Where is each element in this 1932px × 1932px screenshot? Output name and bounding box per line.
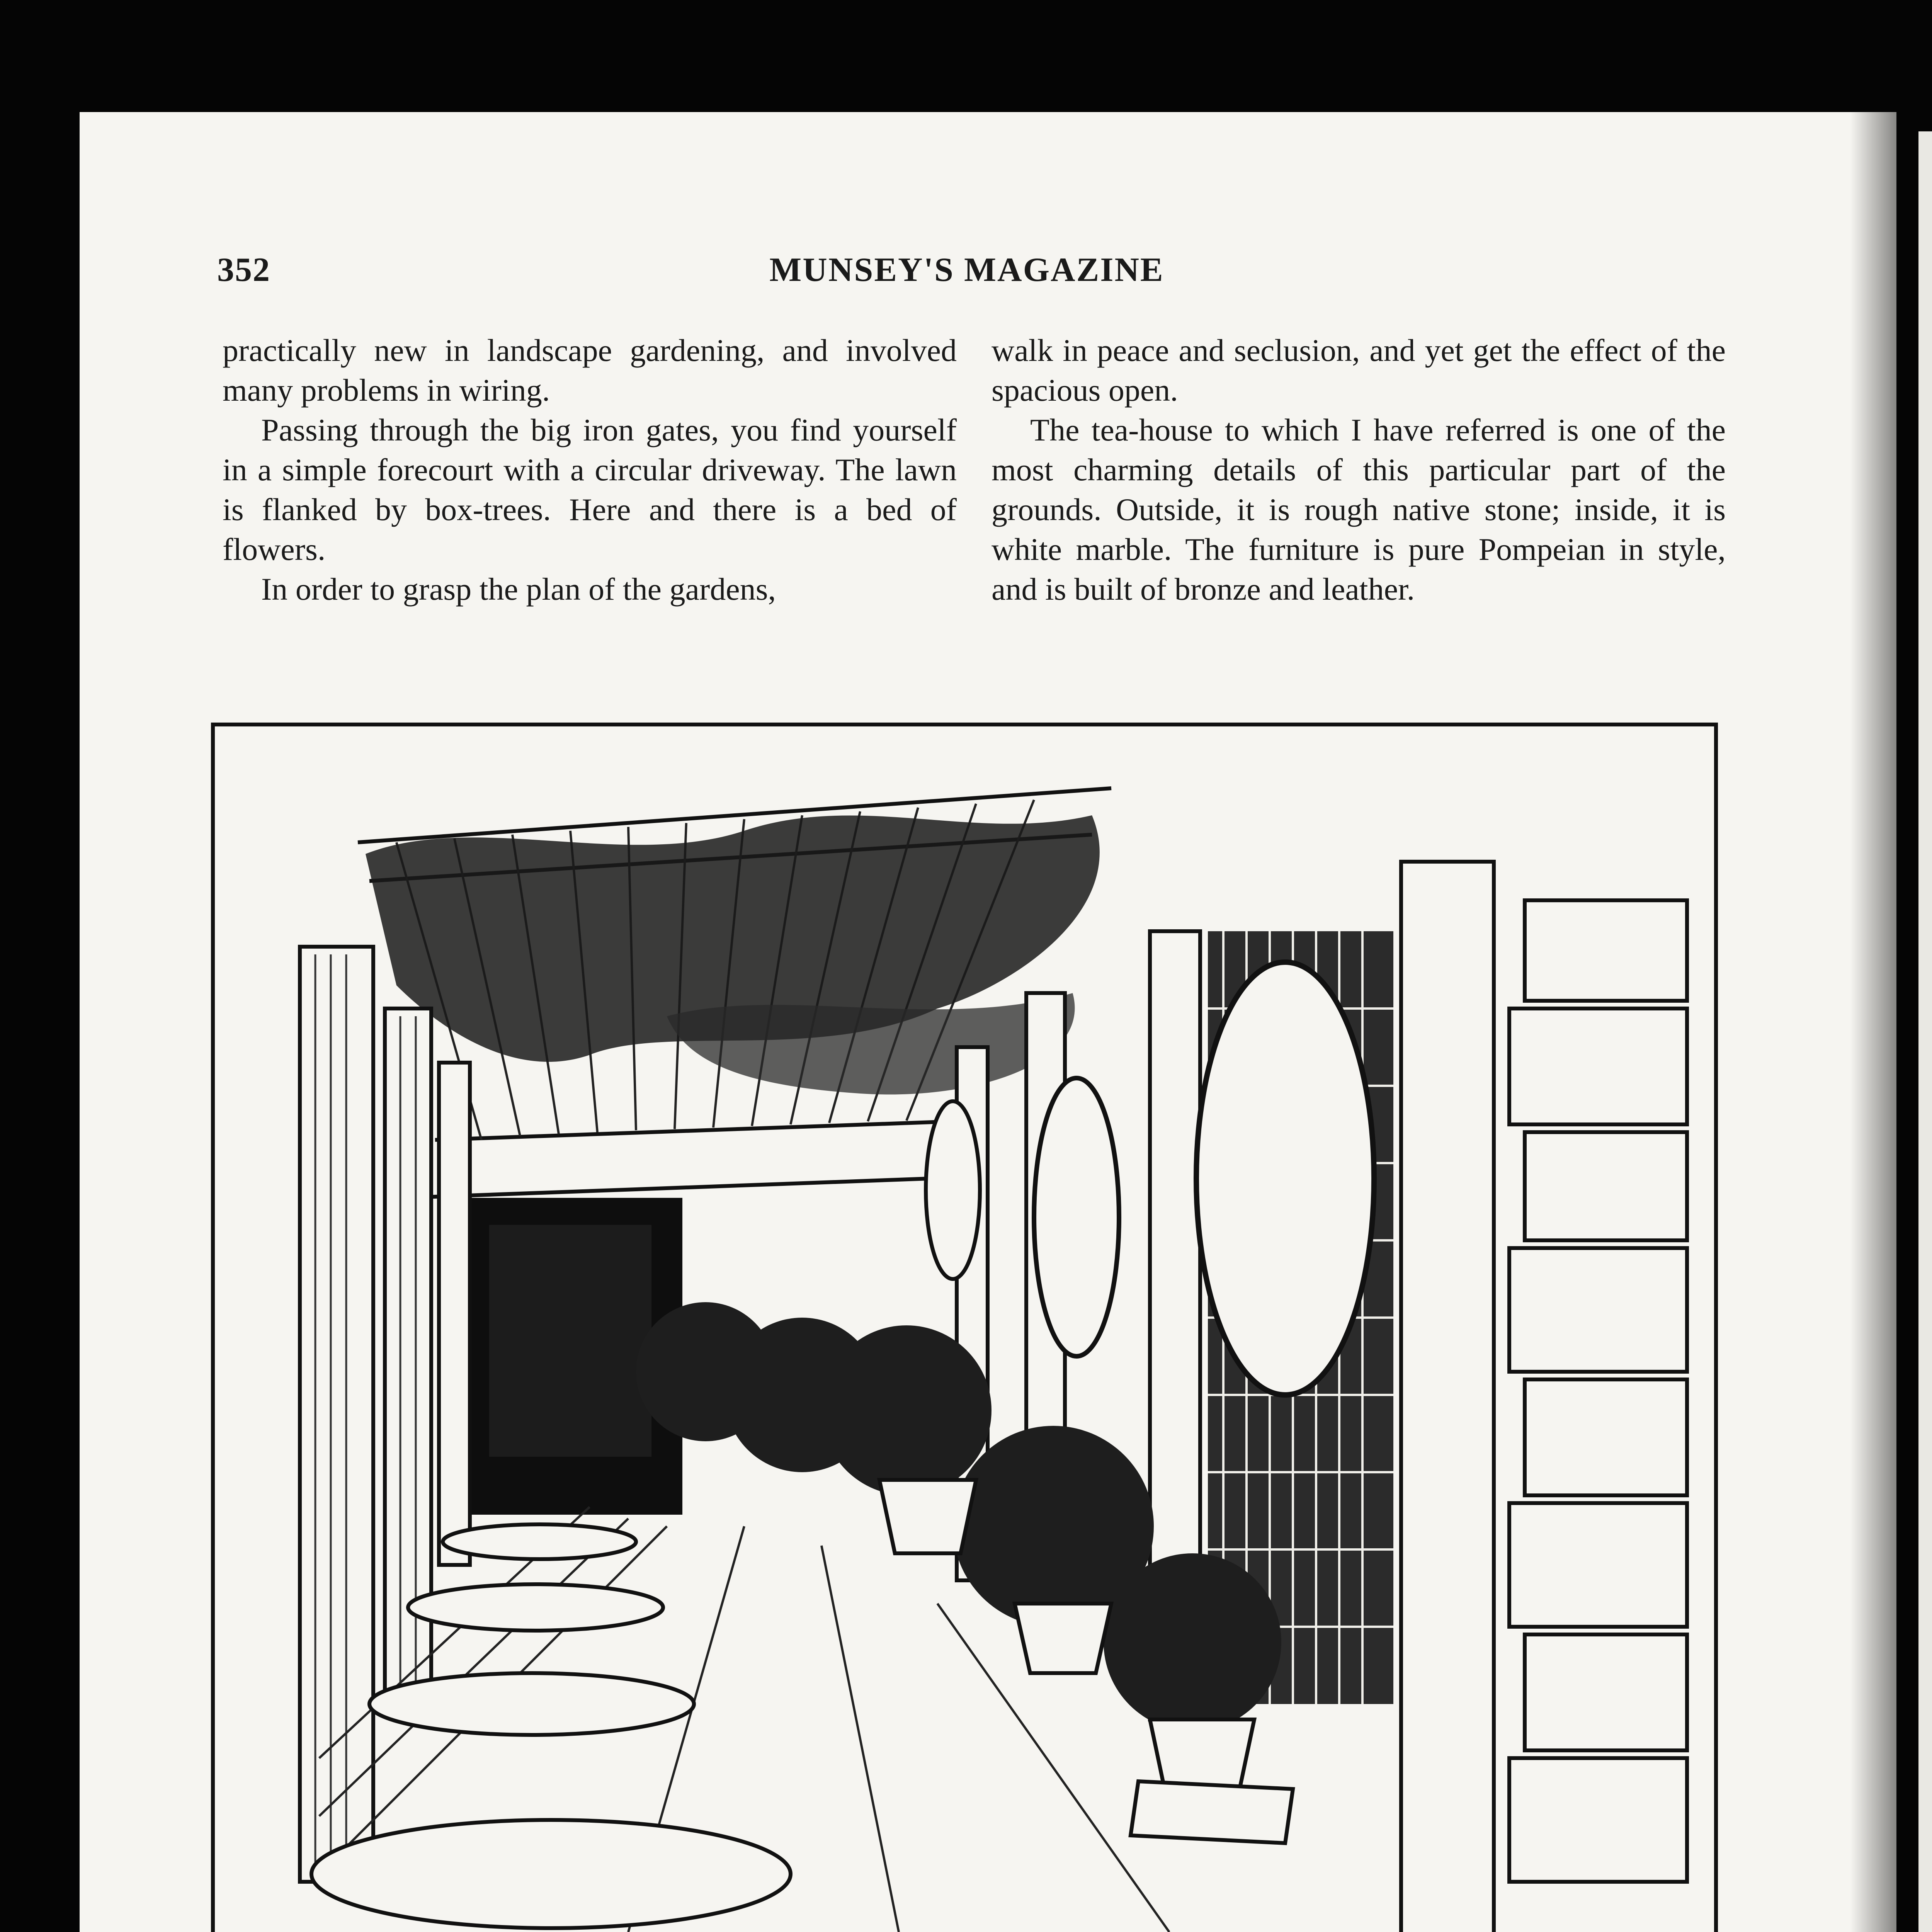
paragraph: Passing through the big iron gates, you find yourself in a simple forecourt with a circular driveway. The lawn is flanked by box-trees. Here and there is a bed of flowers. <box>223 412 957 567</box>
running-head: MUNSEY'S MAGAZINE <box>769 251 1164 289</box>
paragraph: practically new in landscape gardening, and involved many problems in wiring. <box>223 333 957 408</box>
text-column-top-right <box>992 330 1726 609</box>
adjacent-page-edge <box>1918 131 1932 1932</box>
paragraph: walk in peace and seclusion, and yet get the effect of the spacious open. <box>992 333 1726 408</box>
page-header <box>217 250 1716 304</box>
text-column-top-left <box>223 330 957 609</box>
page-number: 352 <box>217 251 270 289</box>
arbor-drawing <box>203 715 1726 1932</box>
magazine-page <box>80 112 1896 1932</box>
paragraph: In order to grasp the plan of the gardens, <box>261 571 776 607</box>
illustration-wistaria-arbor <box>203 715 1726 1932</box>
paragraph: The tea-house to which I have referred is one of the most charming details of this particular part of the grounds. Outside, it is rough native stone; inside, it is white marble. The furniture is pure Pompeian in style, and is built of bronze and leather. <box>992 412 1726 607</box>
gutter-shadow <box>1850 112 1896 1932</box>
